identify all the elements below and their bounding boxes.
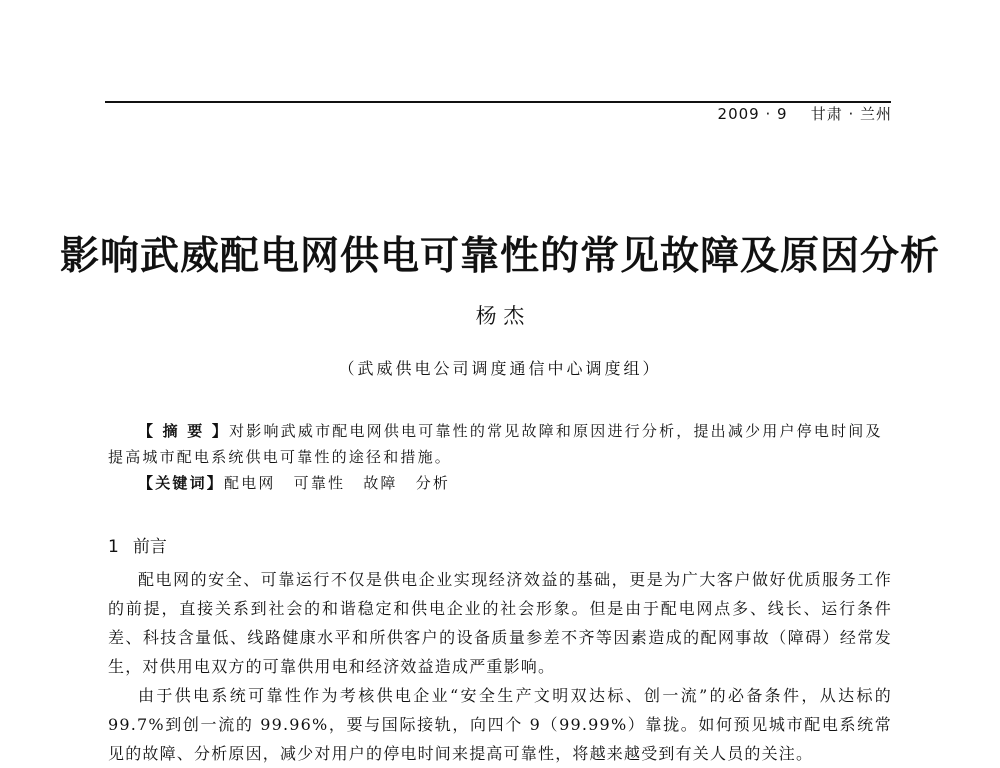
keyword: 可靠性: [293, 474, 346, 492]
keywords-paragraph: [108, 470, 892, 496]
header-rule: [105, 101, 891, 103]
section-title: 前言: [132, 537, 167, 557]
issue-date: 2009 · 9: [717, 105, 788, 123]
abstract-text: 对影响武威市配电网供电可靠性的常见故障和原因进行分析，提出减少用户停电时间及提高城市配电系统供电可靠性的途径和措施。: [108, 422, 883, 466]
running-header: [718, 103, 892, 124]
keywords-label: 【关键词】: [138, 474, 225, 492]
section-heading: [108, 532, 167, 557]
abstract-label: 【 摘 要 】: [138, 422, 230, 440]
keyword: 配电网: [224, 474, 276, 492]
section-body: [108, 565, 892, 768]
abstract-paragraph: [108, 418, 892, 470]
body-paragraph: 由于供电系统可靠性作为考核供电企业“安全生产文明双达标、创一流”的必备条件，从达标的99.7%到创一流的 99.96%，要与国际接轨，向四个 9（99.99%）靠拢。如何预见城市配电系统常见的故障、分析原因，减少对用户的停电时间来提高可靠性，将越来越受到有关人员的关注。: [108, 686, 892, 763]
section-number: 1: [108, 537, 119, 557]
author-name: 杨 杰: [475, 304, 525, 328]
paper-title: 影响武威配电网供电可靠性的常见故障及原因分析: [59, 233, 940, 279]
header-location: 甘肃 · 兰州: [810, 105, 892, 123]
author-affiliation: （武威供电公司调度通信中心调度组）: [338, 359, 662, 378]
keyword: 分析: [415, 474, 451, 492]
body-paragraph: 配电网的安全、可靠运行不仅是供电企业实现经济效益的基础，更是为广大客户做好优质服务工作的前提，直接关系到社会的和谐稳定和供电企业的社会形象。但是由于配电网点多、线长、运行条件差、科技含量低、线路健康水平和所供客户的设备质量参差不齐等因素造成的配网事故（障碍）经常发生，对供用电双方的可靠供用电和经济效益造成严重影响。: [108, 570, 892, 676]
keyword: 故障: [363, 474, 398, 492]
abstract-block: [108, 418, 892, 496]
